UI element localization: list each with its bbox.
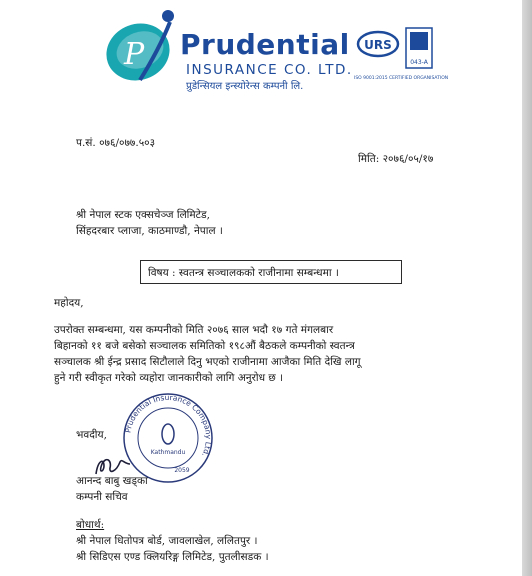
stamp-year: 2059 (174, 467, 190, 474)
brand-subtitle: INSURANCE CO. LTD. (186, 62, 353, 78)
salutation: महोदय, (54, 297, 84, 309)
body-paragraph (54, 322, 474, 386)
company-logo (100, 8, 182, 86)
signer-designation: कम्पनी सचिव (76, 491, 128, 503)
cert-caption: ISO 9001:2015 CERTIFIED ORGANISATION (354, 76, 449, 81)
cc-item: श्री नेपाल धितोपत्र बोर्ड, जावलाखेल, ललितपुर । (76, 535, 258, 547)
page-edge (522, 0, 532, 576)
brand-subtitle-nepali: प्रुडेन्सियल इन्स्योरेन्स कम्पनी लि. (186, 81, 304, 92)
recipient-address: सिंहदरबार प्लाजा, काठमाण्डौ, नेपाल । (76, 225, 223, 237)
paragraph-line: उपरोक्त सम्बन्धमा, यस कम्पनीको मिति २०७६ साल भदौ १७ गते मंगलबार (54, 324, 334, 336)
paragraph-line: सञ्चालक श्री ईन्द्र प्रसाद सिटौलाले दिनु भएको राजीनामा आजैका मिति देखि लागू (54, 356, 361, 368)
letter-date: मिति: २०७६/०५/१७ (358, 153, 434, 165)
recipient-name: श्री नेपाल स्टक एक्सचेञ्ज लिमिटेड, (76, 209, 210, 221)
signer-name: आनन्द बाबु खड्का (76, 475, 148, 487)
urs-logo (354, 24, 438, 76)
cc-heading: बोधार्थ: (76, 519, 105, 531)
closing: भवदीय, (76, 429, 107, 441)
stamp-center-text: Kathmandu (150, 449, 186, 456)
paragraph-line: बिहानको ११ बजे बसेको सञ्चालक समितिको १९८औं बैठकले कम्पनीको स्वतन्त्र (54, 340, 355, 352)
logo-letter: P (124, 37, 145, 72)
cert-number: 043-A (410, 59, 428, 66)
brand-name: Prudential (180, 28, 350, 61)
stamp-ring-text: Prudential Insurance Company Ltd. (123, 392, 214, 459)
urs-text: URS (364, 38, 392, 52)
subject-line: विषय : स्वतन्त्र सञ्चालकको राजीनामा सम्बन्धमा । (148, 267, 339, 279)
cc-item: श्री सिडिएस एण्ड क्लियरिङ्ग लिमिटेड, पुतलीसडक । (76, 551, 269, 563)
certification-badge (354, 24, 449, 84)
paragraph-line: हुने गरी स्वीकृत गरेको व्यहोरा जानकारीको लागि अनुरोध छ । (54, 372, 284, 384)
reference-number: प.सं. ०७६/०७७.५०३ (76, 137, 156, 149)
